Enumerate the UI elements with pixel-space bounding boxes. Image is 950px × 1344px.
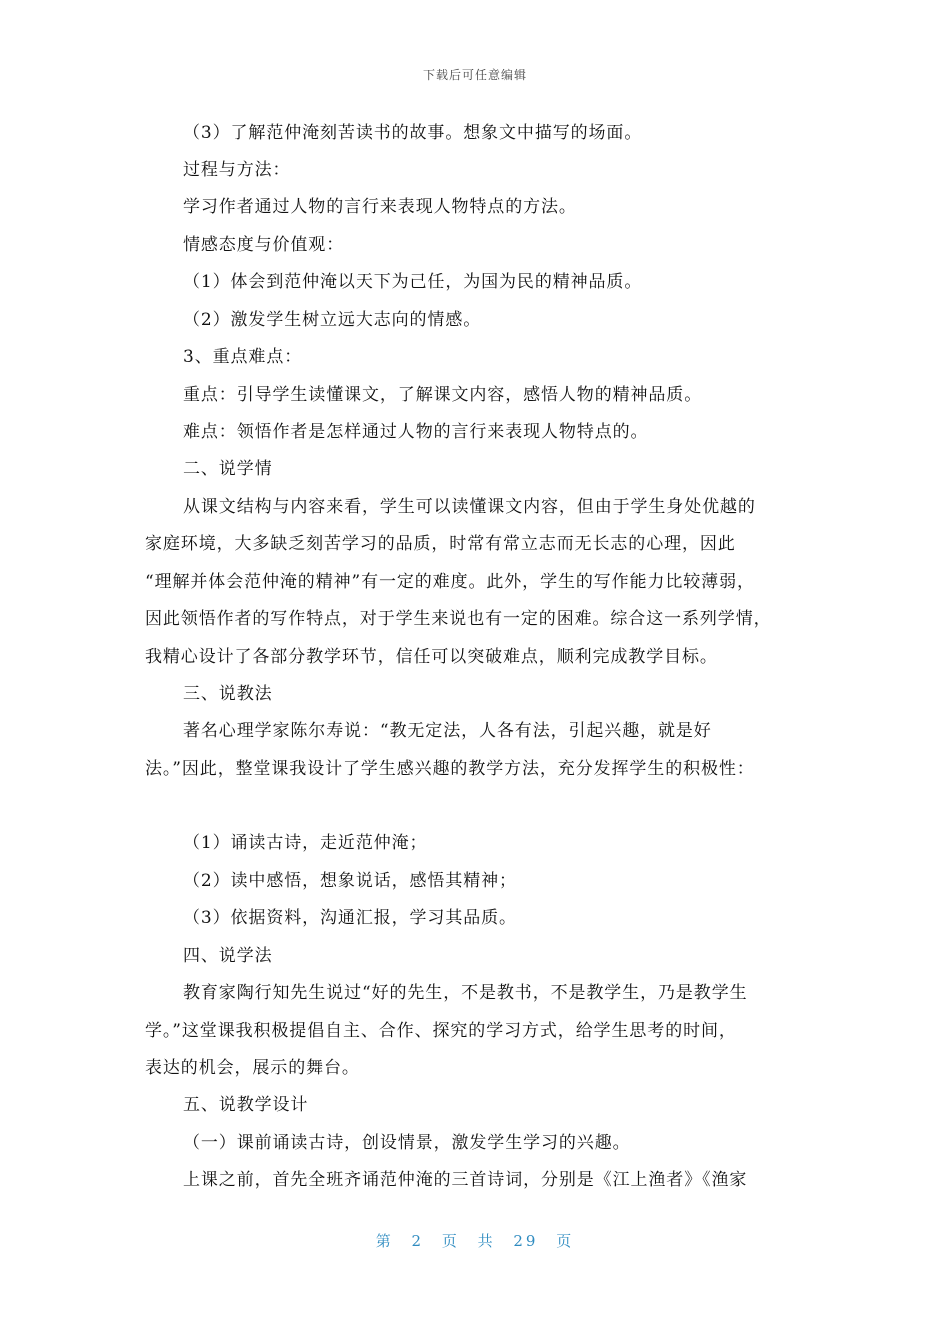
section-heading: 二、说学情 — [183, 459, 273, 479]
text-line: 因此领悟作者的写作特点，对于学生来说也有一定的困难。综合这一系列学情， — [145, 609, 772, 629]
section-heading: 五、说教学设计 — [183, 1095, 309, 1115]
text-line: 教育家陶行知先生说过“好的先生，不是教书，不是教学生，乃是教学生 — [183, 983, 748, 1003]
text-line: 从课文结构与内容来看，学生可以读懂课文内容，但由于学生身处优越的 — [183, 497, 756, 517]
section-heading: 四、说学法 — [183, 946, 273, 966]
text-line: （一）课前诵读古诗，创设情景，激发学生学习的兴趣。 — [183, 1133, 631, 1153]
section-heading: 三、说教法 — [183, 684, 273, 704]
text-line: 我精心设计了各部分教学环节，信任可以突破难点，顺利完成教学目标。 — [145, 647, 718, 667]
text-line: 情感态度与价值观： — [183, 235, 345, 255]
text-line: 重点：引导学生读懂课文，了解课文内容，感悟人物的精神品质。 — [183, 385, 703, 405]
text-line: 家庭环境，大多缺乏刻苦学习的品质，时常有常立志而无长志的心理，因此 — [145, 534, 736, 554]
text-line: 著名心理学家陈尔寿说：“教无定法，人各有法，引起兴趣，就是好 — [183, 721, 712, 741]
text-line: 法。”因此，整堂课我设计了学生感兴趣的教学方法，充分发挥学生的积极性： — [145, 759, 755, 779]
text-line: （3）了解范仲淹刻苦读书的故事。想象文中描写的场面。 — [183, 123, 643, 143]
text-line: 过程与方法： — [183, 160, 291, 180]
list-item: （1）诵读古诗，走近范仲淹； — [183, 833, 428, 853]
page-header: 下载后可任意编辑 — [422, 68, 527, 82]
page-footer: 第 2 页 共 29 页 — [375, 1232, 575, 1250]
list-item: （2）读中感悟，想象说话，感悟其精神； — [183, 871, 517, 891]
text-line: （2）激发学生树立远大志向的情感。 — [183, 310, 482, 330]
text-line: 学。”这堂课我积极提倡自主、合作、探究的学习方式，给学生思考的时间， — [145, 1021, 737, 1041]
text-line: 表达的机会，展示的舞台。 — [145, 1058, 360, 1078]
text-line: （1）体会到范仲淹以天下为己任，为国为民的精神品质。 — [183, 272, 643, 292]
text-line: “理解并体会范仲淹的精神”有一定的难度。此外，学生的写作能力比较薄弱， — [145, 572, 755, 592]
text-line: 上课之前，首先全班齐诵范仲淹的三首诗词，分别是《江上渔者》《渔家 — [183, 1170, 748, 1190]
text-line: 3、重点难点： — [183, 347, 303, 367]
text-line: 学习作者通过人物的言行来表现人物特点的方法。 — [183, 197, 577, 217]
text-line: 难点：领悟作者是怎样通过人物的言行来表现人物特点的。 — [183, 422, 649, 442]
list-item: （3）依据资料，沟通汇报，学习其品质。 — [183, 908, 517, 928]
